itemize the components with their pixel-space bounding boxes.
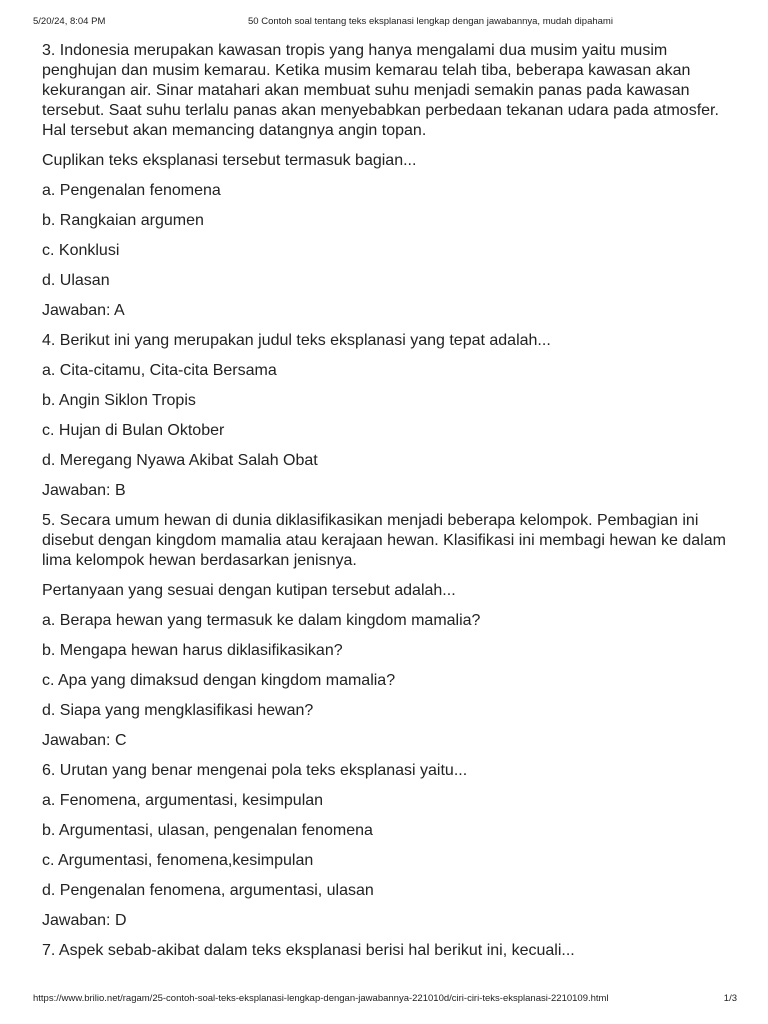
question-7-text: 7. Aspek sebab-akibat dalam teks eksplanasi berisi hal berikut ini, kecuali... <box>42 942 575 959</box>
answer: Jawaban: B <box>42 482 126 499</box>
question-5-prompt: Pertanyaan yang sesuai dengan kutipan tersebut adalah... <box>42 582 456 599</box>
option-c: c. Argumentasi, fenomena,kesimpulan <box>42 852 314 869</box>
answer: Jawaban: C <box>42 732 127 749</box>
option-b: b. Rangkaian argumen <box>42 212 204 229</box>
question-5-text: 5. Secara umum hewan di dunia diklasifikasikan menjadi beberapa kelompok. Pembagian ini disebut dengan kingdom mamalia atau kerajaan hewan. Klasifikasi ini membagi hewan ke dalam lima kelompok hewan berdasarkan jenisnya. <box>42 512 726 569</box>
option-b: b. Mengapa hewan harus diklasifikasikan? <box>42 642 343 659</box>
option-b: b. Angin Siklon Tropis <box>42 392 196 409</box>
option-a: a. Pengenalan fenomena <box>42 182 221 199</box>
option-a: a. Cita-citamu, Cita-cita Bersama <box>42 362 277 379</box>
option-d: d. Ulasan <box>42 272 110 289</box>
question-3-text: 3. Indonesia merupakan kawasan tropis yang hanya mengalami dua musim yaitu musim penghujan dan musim kemarau. Ketika musim kemarau telah tiba, beberapa kawasan akan kekurangan air. Sinar matahari akan membuat suhu menjadi semakin panas pada kawasan tersebut. Saat suhu terlalu panas akan menyebabkan perbedaan tekanan udara pada atmosfer. Hal tersebut akan memancing datangnya angin topan. <box>42 42 719 139</box>
option-c: c. Konklusi <box>42 242 120 259</box>
page-number: 1/3 <box>723 993 737 1004</box>
option-a: a. Fenomena, argumentasi, kesimpulan <box>42 792 324 809</box>
print-header <box>0 16 768 30</box>
option-a: a. Berapa hewan yang termasuk ke dalam kingdom mamalia? <box>42 612 481 629</box>
question-3-prompt: Cuplikan teks eksplanasi tersebut termasuk bagian... <box>42 152 417 169</box>
print-footer <box>0 993 768 1007</box>
option-d: d. Meregang Nyawa Akibat Salah Obat <box>42 452 318 469</box>
option-c: c. Hujan di Bulan Oktober <box>42 422 225 439</box>
source-url: https://www.brilio.net/ragam/25-contoh-soal-teks-eksplanasi-lengkap-dengan-jawabannya-221010d/ciri-ciri-teks-eksplanasi-2210109.html <box>33 993 609 1004</box>
print-date: 5/20/24, 8:04 PM <box>33 16 106 27</box>
page-title: 50 Contoh soal tentang teks eksplanasi lengkap dengan jawabannya, mudah dipahami <box>248 16 613 27</box>
option-d: d. Pengenalan fenomena, argumentasi, ulasan <box>42 882 374 899</box>
answer: Jawaban: A <box>42 302 125 319</box>
question-6-text: 6. Urutan yang benar mengenai pola teks eksplanasi yaitu... <box>42 762 468 779</box>
option-c: c. Apa yang dimaksud dengan kingdom mamalia? <box>42 672 396 689</box>
question-4-text: 4. Berikut ini yang merupakan judul teks eksplanasi yang tepat adalah... <box>42 332 551 349</box>
article-body <box>42 41 732 971</box>
option-b: b. Argumentasi, ulasan, pengenalan fenomena <box>42 822 373 839</box>
option-d: d. Siapa yang mengklasifikasi hewan? <box>42 702 314 719</box>
answer: Jawaban: D <box>42 912 127 929</box>
